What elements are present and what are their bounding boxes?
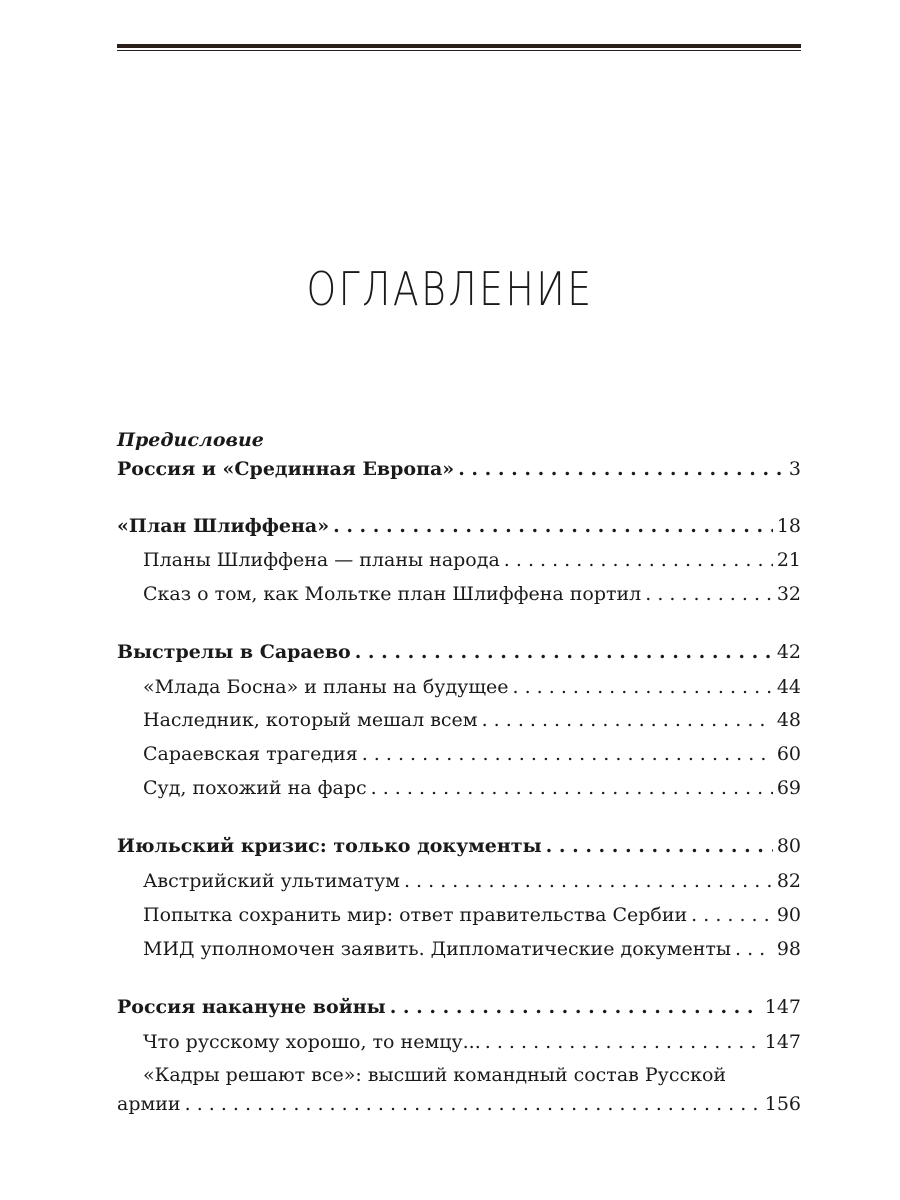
toc-entry-title: Планы Шлиффена — планы народа — [143, 549, 500, 571]
toc-entry-title: Июльский кризис: только документы — [117, 835, 542, 857]
toc-entry-page: 98 — [776, 938, 801, 960]
toc-entry[interactable] — [143, 869, 801, 893]
dot-leader — [390, 995, 761, 1019]
dot-leader — [504, 548, 773, 572]
toc-entry-page: 48 — [776, 709, 801, 731]
dot-leader — [513, 675, 773, 699]
toc-entry-page: 90 — [776, 904, 801, 926]
toc-entry-page: 147 — [764, 996, 801, 1018]
dot-leader — [691, 903, 773, 927]
dot-leader — [404, 869, 773, 893]
toc-entry[interactable] — [143, 548, 801, 572]
dot-leader — [735, 937, 773, 961]
toc-entry-page: 156 — [764, 1093, 801, 1115]
dot-leader — [645, 582, 773, 606]
toc-entry-page: 69 — [776, 777, 801, 799]
toc-entry-title: Выстрелы в Сараево — [117, 641, 351, 663]
dot-leader — [485, 1030, 761, 1054]
preface-label: Предисловие — [117, 429, 264, 451]
toc-entry[interactable] — [117, 834, 801, 858]
toc-entry-title: Суд, похожий на фарс — [143, 777, 367, 799]
toc-entry[interactable] — [143, 903, 801, 927]
toc-entry[interactable] — [143, 1030, 801, 1054]
toc-entry-title: Сказ о том, как Мольтке план Шлиффена портил — [143, 583, 642, 605]
dot-leader — [185, 1092, 761, 1116]
dot-leader — [371, 776, 773, 800]
toc-entry[interactable] — [143, 776, 801, 800]
toc-entry-title: Наследник, который мешал всем — [143, 709, 478, 731]
toc-entry-page: 147 — [764, 1031, 801, 1053]
toc-entry-page: 80 — [776, 835, 801, 857]
toc-entry[interactable] — [117, 995, 801, 1019]
dot-leader — [546, 834, 773, 858]
toc-entry-title: Россия накануне войны — [117, 996, 386, 1018]
toc-entry-title[interactable]: «Кадры решают все»: высший командный состав Русской — [143, 1064, 727, 1086]
toc-entry[interactable] — [143, 937, 801, 961]
toc-entry-title-continued: армии — [117, 1093, 181, 1115]
toc-entry-page: 44 — [776, 676, 801, 698]
toc-entry-page: 21 — [776, 549, 801, 571]
dot-leader — [482, 708, 773, 732]
toc-entry-page: 18 — [776, 515, 801, 537]
dot-leader — [355, 640, 773, 664]
toc-entry[interactable] — [117, 640, 801, 664]
dot-leader — [362, 742, 773, 766]
toc-entry[interactable] — [143, 742, 801, 766]
toc-entry-title: Попытка сохранить мир: ответ правительства Сербии — [143, 904, 688, 926]
toc-entry[interactable] — [117, 514, 801, 538]
toc-entry-page: 42 — [776, 641, 801, 663]
toc-entry-page: 3 — [788, 458, 801, 480]
toc-entry-page: 60 — [776, 743, 801, 765]
toc-entry-title: «План Шлиффена» — [117, 515, 330, 537]
toc-entry-page: 32 — [776, 583, 801, 605]
toc-entry[interactable] — [143, 708, 801, 732]
page-title: ОГЛАВЛЕНИЕ — [306, 262, 594, 316]
toc-entry-title: МИД уполномочен заявить. Дипломатические документы — [143, 938, 732, 960]
toc-entry[interactable] — [117, 1092, 801, 1116]
dot-leader — [333, 514, 773, 538]
toc-entry-title: Сараевская трагедия — [143, 743, 358, 765]
toc-entry[interactable] — [143, 675, 801, 699]
toc-entry-page: 82 — [776, 870, 801, 892]
toc-entry-title: Россия и «Срединная Европа» — [117, 458, 455, 480]
toc-entry[interactable] — [117, 457, 801, 481]
dot-leader — [458, 457, 785, 481]
toc-entry[interactable] — [143, 582, 801, 606]
toc-entry-title: Австрийский ультиматум — [143, 870, 400, 892]
toc-entry-title: «Млада Босна» и планы на будущее — [143, 676, 509, 698]
toc-entry-title: Что русскому хорошо, то немцу... — [143, 1031, 481, 1053]
